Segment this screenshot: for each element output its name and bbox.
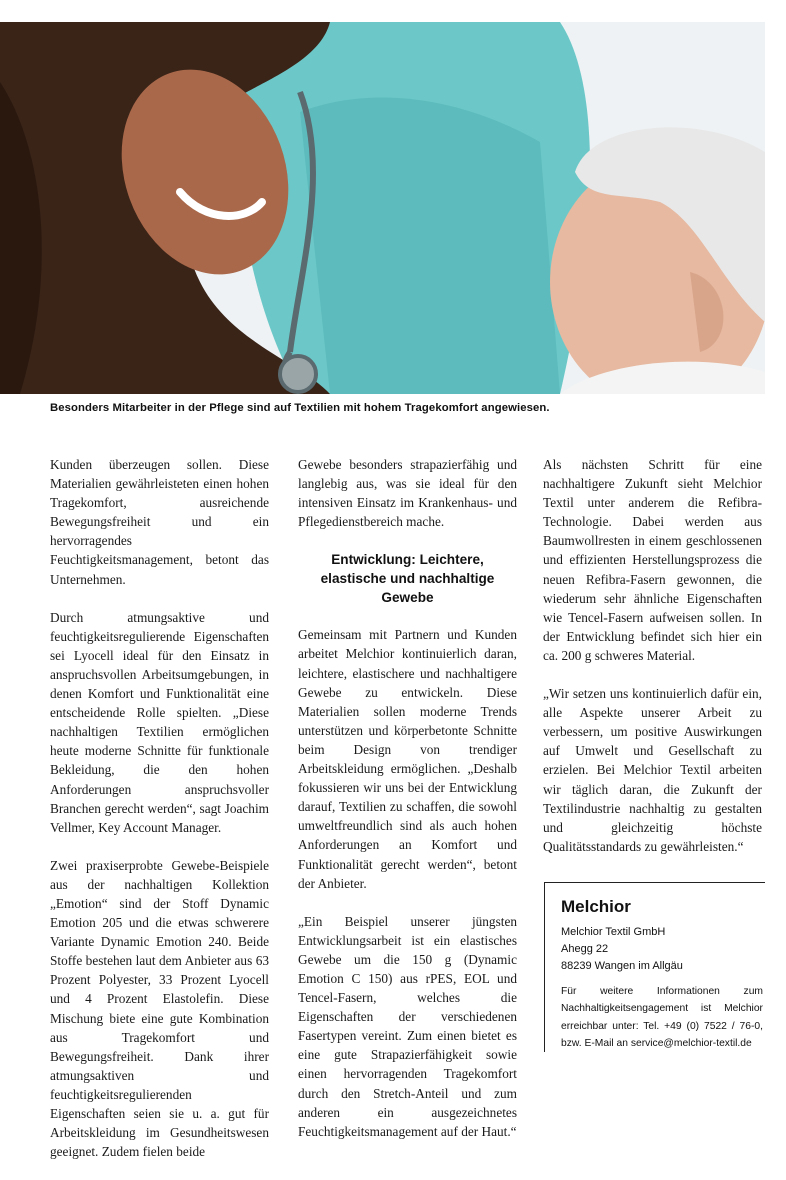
article-photo [0,22,765,394]
paragraph: Als nächsten Schritt für eine nachhaltigere Zukunft sieht Melchior Textil unter anderem die Refibra-Technologie. Dabei werden aus Baumwollresten in einem geschlossenen und effizienten Herstellungsprozess die neuen Refibra-Fasern gewonnen, die wiederum sehr ähnliche Eigenschaften wie Tencel-Fasern aufweisen sollen. In der Entwicklung befindet sich hier ein ca. 200 g schweres Material. [543,457,762,663]
paragraph: „Ein Beispiel unserer jüngsten Entwicklungsarbeit ist ein elastisches Gewebe um die 150 g (Dynamic Emotion C 150) aus rPES, EOL und Tencel-Fasern, welches die Eigenschaften der verschiedenen Fasertypen vereint. Zum einen bietet es eine gute Strapazierfähigkeit sowie einen hervorragenden Tragekomfort durch den Stretch-Anteil und zum anderen ein ausgezeichnetes Feuchtigkeitsmanagement auf der Haut.“ [298,913,517,1139]
paragraph: „Wir setzen uns kontinuierlich dafür ein, alle Aspekte unserer Arbeit zu verbessern, um positive Auswirkungen auf Umwelt und Gesellschaft zu erzielen. Bei Melchior Textil arbeiten wir täglich daran, die Zukunft der Textilindustrie nachhaltig zu gestalten und gleichzeitig höchste Qualitätsstandards zu gewährleisten.“ [543,686,762,854]
company-street: Ahegg 22 [561,943,609,955]
paragraph: Gewebe besonders strapazierfähig und langlebig aus, was sie ideal für den intensiven Einsatz im Krankenhaus- und Pflegedienstbereich mache. [298,457,517,530]
paragraph: Zwei praxiserprobte Gewebe-Beispiele aus der nachhaltigen Kollektion „Emotion“ sind der Stoff Dynamic Emotion 205 und die etwas schwerere Variante Dynamic Emotion 240. Beide Stoffe bestehen laut dem Anbieter aus 63 Prozent Polyester, 33 Prozent Lyocell und 4 Prozent Elastolefin. Diese Mischung biete eine gute Kombination aus Tragekomfort und Bewegungsfreiheit. Dank ihrer atmungsaktiven und feuchtigkeitsregulierenden Eigenschaften seien sie u. a. gut für Arbeitskleidung im Gesundheitswesen geeignet. Zudem fielen beide [50,857,269,1160]
contact-info: Für weitere Informationen zum Nachhaltigkeitsengagement ist Melchior erreichbar unter: Tel. +49 (0) 7522 / 76-0, bzw. E-Mail an service@melchior-textil.de [561,986,763,1049]
column-3 [543,455,762,875]
company-city: 88239 Wangen im Allgäu [561,960,683,972]
company-name: Melchior Textil GmbH [561,926,666,938]
paragraph: Gemeinsam mit Partnern und Kunden arbeitet Melchior kontinuierlich daran, leichtere, elastischere und nachhaltigere Gewebe zu entwickeln. Diese Materialien sollen moderne Trends unterstützen und körperbetonte Schnitte beim Design von trendiger Arbeitskleidung ermöglichen. „Deshalb fokussieren wir uns bei der Entwicklung darauf, Textilien zu schaffen, die sowohl umweltfreundlich sind als auch hohen Anforderungen an Komfort und Funktionalität gerecht werden“, betont der Anbieter. [298,627,517,891]
column-2 [298,455,517,1160]
photo-caption: Besonders Mitarbeiter in der Pflege sind auf Textilien mit hohem Tragekomfort angewiesen. [50,402,550,414]
paragraph: Durch atmungsaktive und feuchtigkeitsregulierende Eigenschaften sei Lyocell ideal für den Einsatz in anspruchsvollen Arbeitsumgebungen, in denen Komfort und Funktionalität eine entscheidende Rolle spielten. „Diese nachhaltigen Textilien ermöglichen heute moderne Schnitte für funktionale Bekleidung, die den hohen Anforderungen anspruchsvoller Branchen gerecht werden“, sagt Joachim Vellmer, Key Account Manager. [50,609,269,835]
paragraph: Kunden überzeugen sollen. Diese Materialien gewährleisteten einen hohen Tragekomfort, ausreichende Bewegungsfreiheit und ein hervorragendes Feuchtigkeitsmanagement, betont das Unternehmen. [50,457,269,587]
company-logo-text: Melchior [561,897,631,916]
column-1 [50,455,269,1180]
company-info-box [544,882,765,1052]
nurse-patient-illustration [0,22,765,394]
section-heading: Entwicklung: Leichtere, elastische und nachhaltige Gewebe [320,552,495,606]
